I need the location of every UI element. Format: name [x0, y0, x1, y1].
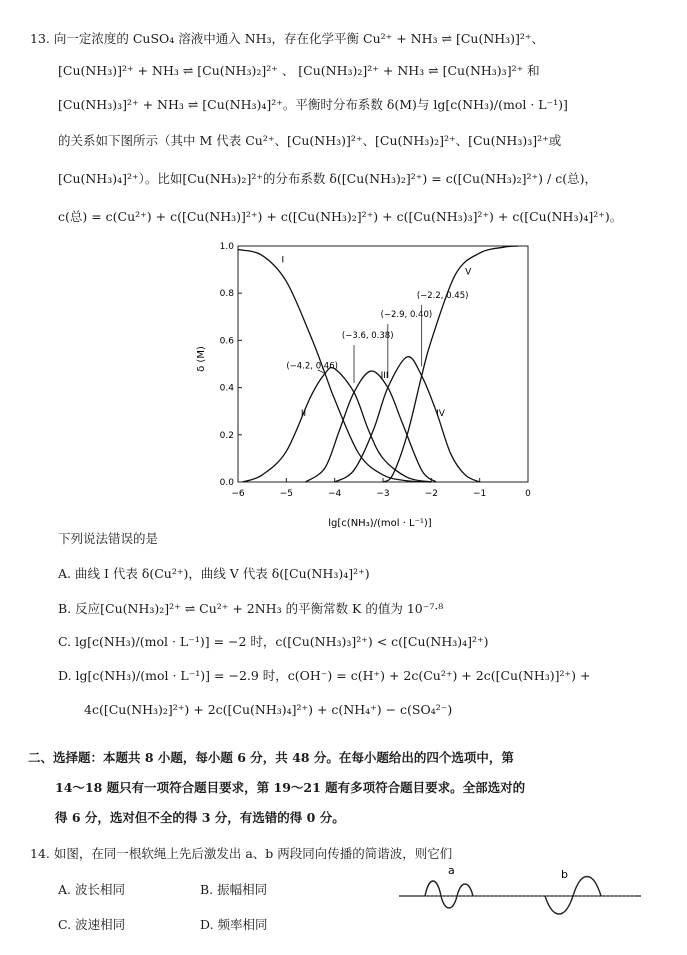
- curve-label-IV: IV: [436, 408, 445, 419]
- q13-line-5: [Cu(NH₃)₄]²⁺）。比如[Cu(NH₃)₂]²⁺的分布系数 δ([Cu(NH₃)₂]²⁺) = c([Cu(NH₃)₂]²⁺) / c(总)，: [58, 171, 597, 186]
- q13-prompt: 下列说法错误的是: [58, 531, 159, 546]
- x-tick-label-1: −5: [279, 489, 293, 499]
- y-tick-label-1: 0.2: [219, 430, 234, 441]
- section2-line-1: 二、选择题：本题共 8 小题，每小题 6 分，共 48 分。在每小题给出的四个选项中，第: [28, 750, 514, 765]
- wave-b: [545, 877, 601, 915]
- q14-option-c[interactable]: C. 波速相同: [58, 917, 126, 932]
- y-tick-label-5: 1.0: [219, 242, 234, 252]
- series-line-IV: [335, 357, 480, 482]
- q13-line-2: [Cu(NH₃)]²⁺ + NH₃ ⇌ [Cu(NH₃)₂]²⁺ 、 [Cu(NH₃)₂]²⁺ + NH₃ ⇌ [Cu(NH₃)₃]²⁺ 和: [58, 63, 540, 78]
- curve-label-III: III: [380, 371, 389, 382]
- series-line-III: [306, 371, 437, 482]
- q13-line-6: c(总) = c(Cu²⁺) + c([Cu(NH₃)]²⁺) + c([Cu(NH₃)₂]²⁺) + c([Cu(NH₃)₃]²⁺) + c([Cu(NH₃)₄]²⁺)。: [58, 209, 623, 224]
- y-axis-label: δ (M): [196, 346, 207, 372]
- q13-option-a[interactable]: A. 曲线 I 代表 δ(Cu²⁺)，曲线 V 代表 δ([Cu(NH₃)₄]²⁺): [58, 566, 370, 581]
- wave-label-a: a: [448, 864, 455, 877]
- annotation-label-3: (−2.2, 0.45): [416, 290, 469, 301]
- q13-option-d[interactable]: D. lg[c(NH₃)/(mol · L⁻¹)] = −2.9 时，c(OH⁻) = c(H⁺) + 2c(Cu²⁺) + 2c([Cu(NH₃)]²⁺) +: [58, 668, 591, 683]
- annotation-label-2: (−2.9, 0.40): [380, 309, 433, 320]
- x-tick-label-3: −3: [376, 489, 390, 499]
- q13-option-b[interactable]: B. 反应[Cu(NH₃)₂]²⁺ ⇌ Cu²⁺ + 2NH₃ 的平衡常数 K 的值为 10⁻⁷·⁸: [58, 601, 444, 616]
- distribution-chart: [190, 236, 550, 532]
- q14-stem: 14. 如图，在同一根软绳上先后激发出 a、b 两段同向传播的简谐波，则它们: [30, 846, 453, 861]
- x-tick-label-4: −2: [424, 489, 438, 499]
- q13-line-1: 13. 向一定浓度的 CuSO₄ 溶液中通入 NH₃，存在化学平衡 Cu²⁺ + NH₃ ⇌ [Cu(NH₃)]²⁺、: [30, 31, 545, 46]
- plot-frame: [238, 246, 528, 482]
- y-tick-label-0: 0.0: [219, 478, 234, 488]
- curve-label-V: V: [465, 267, 472, 278]
- wave-figure: [395, 862, 645, 922]
- q14-option-b[interactable]: B. 振幅相同: [200, 882, 268, 897]
- curve-label-II: II: [300, 408, 307, 419]
- y-tick-label-2: 0.4: [219, 383, 234, 394]
- annotation-label-0: (−4.2, 0.46): [286, 361, 338, 372]
- annotation-label-1: (−3.6, 0.38): [341, 331, 394, 342]
- q13-line-3: [Cu(NH₃)₃]²⁺ + NH₃ ⇌ [Cu(NH₃)₄]²⁺。平衡时分布系数 δ(M)与 lg[c(NH₃)/(mol · L⁻¹)]: [58, 97, 568, 112]
- y-tick-label-3: 0.6: [219, 336, 234, 347]
- q13-option-c[interactable]: C. lg[c(NH₃)/(mol · L⁻¹)] = −2 时，c([Cu(NH₃)₃]²⁺) < c([Cu(NH₃)₄]²⁺): [58, 634, 489, 649]
- wave-a: [425, 881, 473, 908]
- section2-line-2: 14～18 题只有一项符合题目要求，第 19～21 题有多项符合题目要求。全部选对的: [55, 780, 526, 795]
- x-tick-label-6: 0: [525, 489, 531, 499]
- curve-label-I: I: [281, 255, 285, 266]
- x-tick-label-0: −6: [231, 489, 245, 499]
- x-tick-label-2: −4: [328, 489, 342, 499]
- y-tick-label-4: 0.8: [219, 289, 234, 300]
- series-line-V: [380, 246, 518, 482]
- plot-area: [220, 242, 531, 499]
- section2-line-3: 得 6 分，选对但不全的得 3 分，有选错的得 0 分。: [55, 810, 345, 825]
- wave-label-b: b: [561, 868, 568, 881]
- q13-line-4: 的关系如下图所示（其中 M 代表 Cu²⁺、[Cu(NH₃)]²⁺、[Cu(NH₃)₂]²⁺、[Cu(NH₃)₃]²⁺或: [58, 133, 562, 148]
- x-tick-label-5: −1: [473, 489, 487, 499]
- q14-option-d[interactable]: D. 频率相同: [200, 917, 268, 932]
- q13-option-d-cont: 4c([Cu(NH₃)₂]²⁺) + 2c([Cu(NH₃)₄]²⁺) + c(NH₄⁺) − c(SO₄²⁻): [84, 702, 453, 717]
- x-axis-label: lg[c(NH₃)/(mol · L⁻¹)]: [328, 518, 432, 529]
- q14-option-a[interactable]: A. 波长相同: [58, 882, 125, 897]
